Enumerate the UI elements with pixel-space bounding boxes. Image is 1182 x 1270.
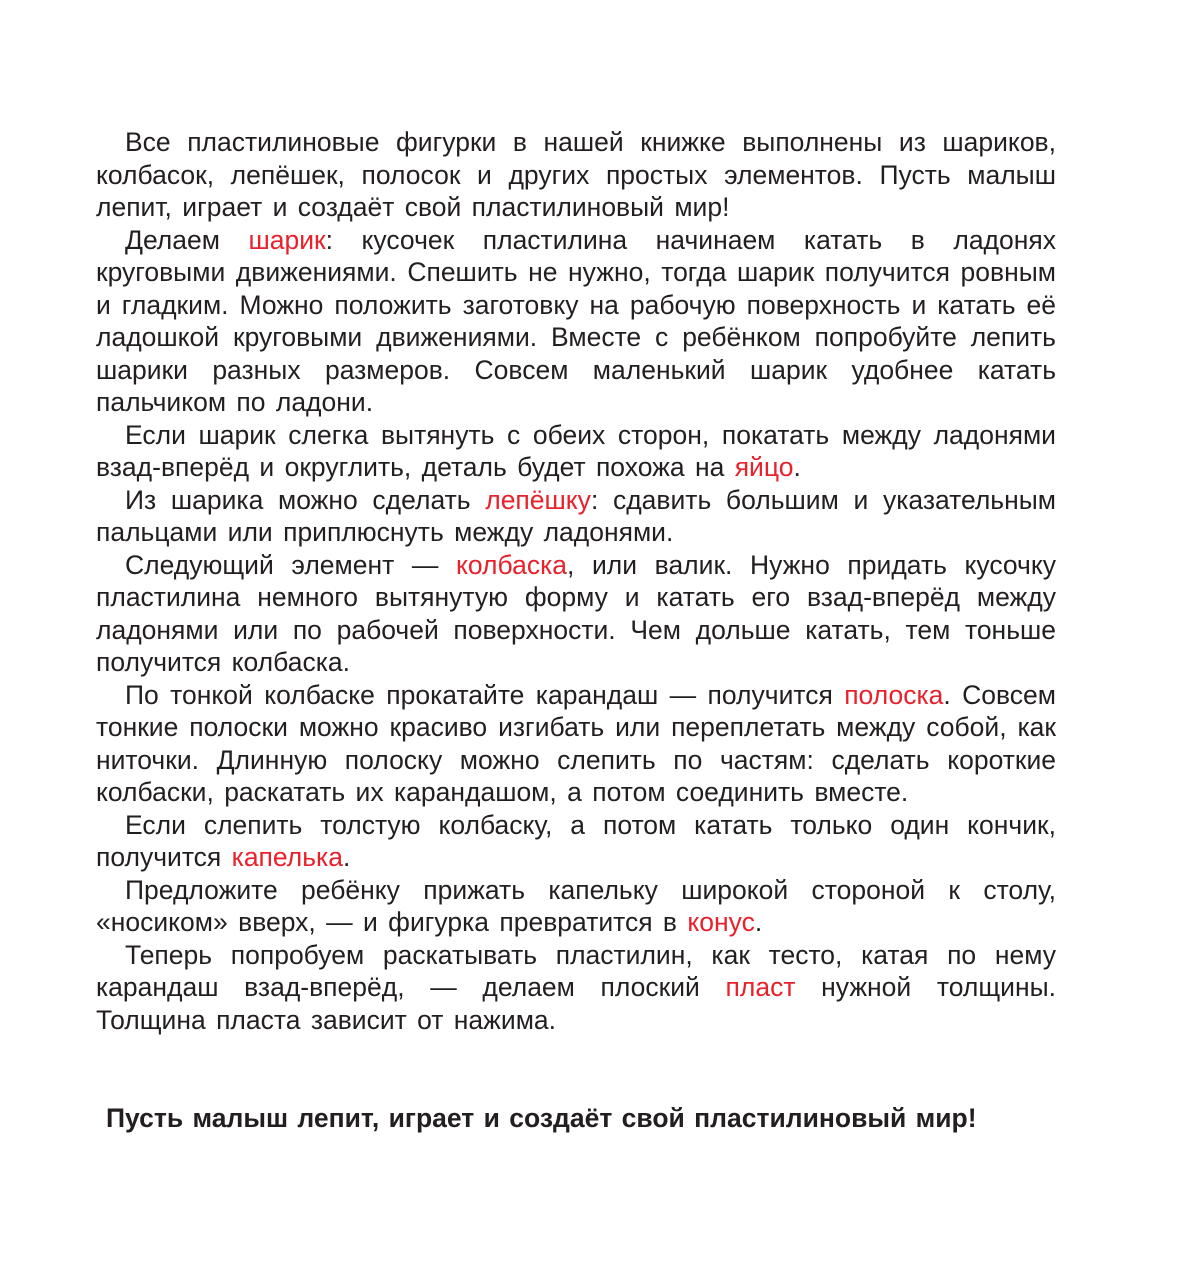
- paragraph-strip: [96, 679, 1056, 809]
- term-highlight-drop: капелька: [231, 842, 343, 872]
- text-run: Из шарика можно сделать: [125, 484, 486, 515]
- paragraph-egg: [96, 419, 1056, 484]
- term-highlight-strip: полоска: [844, 679, 944, 710]
- text-run: Теперь попробуем раскатывать пластилин, как тесто, катая по нему карандаш взад-вперёд, — делаем плоский: [96, 939, 1056, 1002]
- term-highlight-sausage: колбаска: [456, 549, 567, 580]
- paragraph-flatcake: [96, 484, 1056, 549]
- text-run: нужной толщины. Толщина пласта зависит от нажима.: [96, 972, 1056, 1035]
- term-highlight-cone: конус: [687, 907, 755, 937]
- term-highlight-flatcake: лепёшку: [485, 484, 591, 515]
- paragraph-layer: [96, 939, 1056, 1037]
- term-highlight-egg: яйцо: [734, 452, 794, 482]
- text-run: .: [342, 842, 351, 872]
- term-highlight-layer: пласт: [725, 972, 796, 1002]
- paragraph-drop: [96, 809, 1056, 874]
- text-run: Следующий элемент —: [125, 549, 456, 580]
- text-run: Предложите ребёнку прижать капельку широкой стороной к столу, «носиком» вверх, — и фигурка превратится в: [96, 874, 1056, 937]
- text-run: По тонкой колбаске прокатайте карандаш — получится: [125, 679, 845, 710]
- paragraph-sausage: [96, 549, 1056, 679]
- text-run: Если шарик слегка вытянуть с обеих сторон, покатать между ладонями взад-вперёд и округлить, деталь будет похожа на: [96, 419, 1056, 482]
- text-run: . Совсем тонкие полоски можно красиво изгибать или переплетать между собой, как ниточки. Длинную полоску можно слепить по частям: сделать короткие колбаски, раскатать их карандашом, а потом соединить вместе.: [96, 679, 1056, 807]
- text-run: .: [793, 452, 801, 482]
- text-run: Делаем: [125, 224, 249, 255]
- paragraph-ball: [96, 224, 1056, 419]
- text-run: , или валик. Нужно придать кусочку пластилина немного вытянутую форму и катать его взад-вперёд между ладонями или по рабочей поверхности. Чем дольше катать, тем тоньше получится колбаска.: [96, 549, 1056, 677]
- text-run: Если слепить толстую колбаску, а потом катать только один кончик, получится: [96, 809, 1056, 872]
- closing-slogan: Пусть малыш лепит, играет и создаёт свой пластилиновый мир!: [106, 1103, 977, 1133]
- term-highlight-ball: шарик: [248, 224, 326, 255]
- text-run: : сдавить большим и указательным пальцами или приплюснуть между ладонями.: [96, 484, 1056, 547]
- paragraph-cone: [96, 874, 1056, 939]
- body-text: [96, 126, 1056, 1036]
- paragraph-intro: [96, 126, 1056, 224]
- text-run: .: [754, 907, 763, 937]
- text-run: Все пластилиновые фигурки в нашей книжке выполнены из шариков, колбасок, лепёшек, полосок и других простых элементов. Пусть малыш лепит, играет и создаёт свой пластилиновый мир!: [96, 127, 1056, 222]
- text-run: : кусочек пластилина начинаем катать в ладонях круговыми движениями. Спешить не нужно, тогда шарик получится ровным и гладким. Можно положить заготовку на рабочую поверхность и катать её ладошкой круговыми движениями. Вместе с ребёнком попробуйте лепить шарики разных размеров. Совсем маленький шарик удобнее катать пальчиком по ладони.: [96, 224, 1056, 417]
